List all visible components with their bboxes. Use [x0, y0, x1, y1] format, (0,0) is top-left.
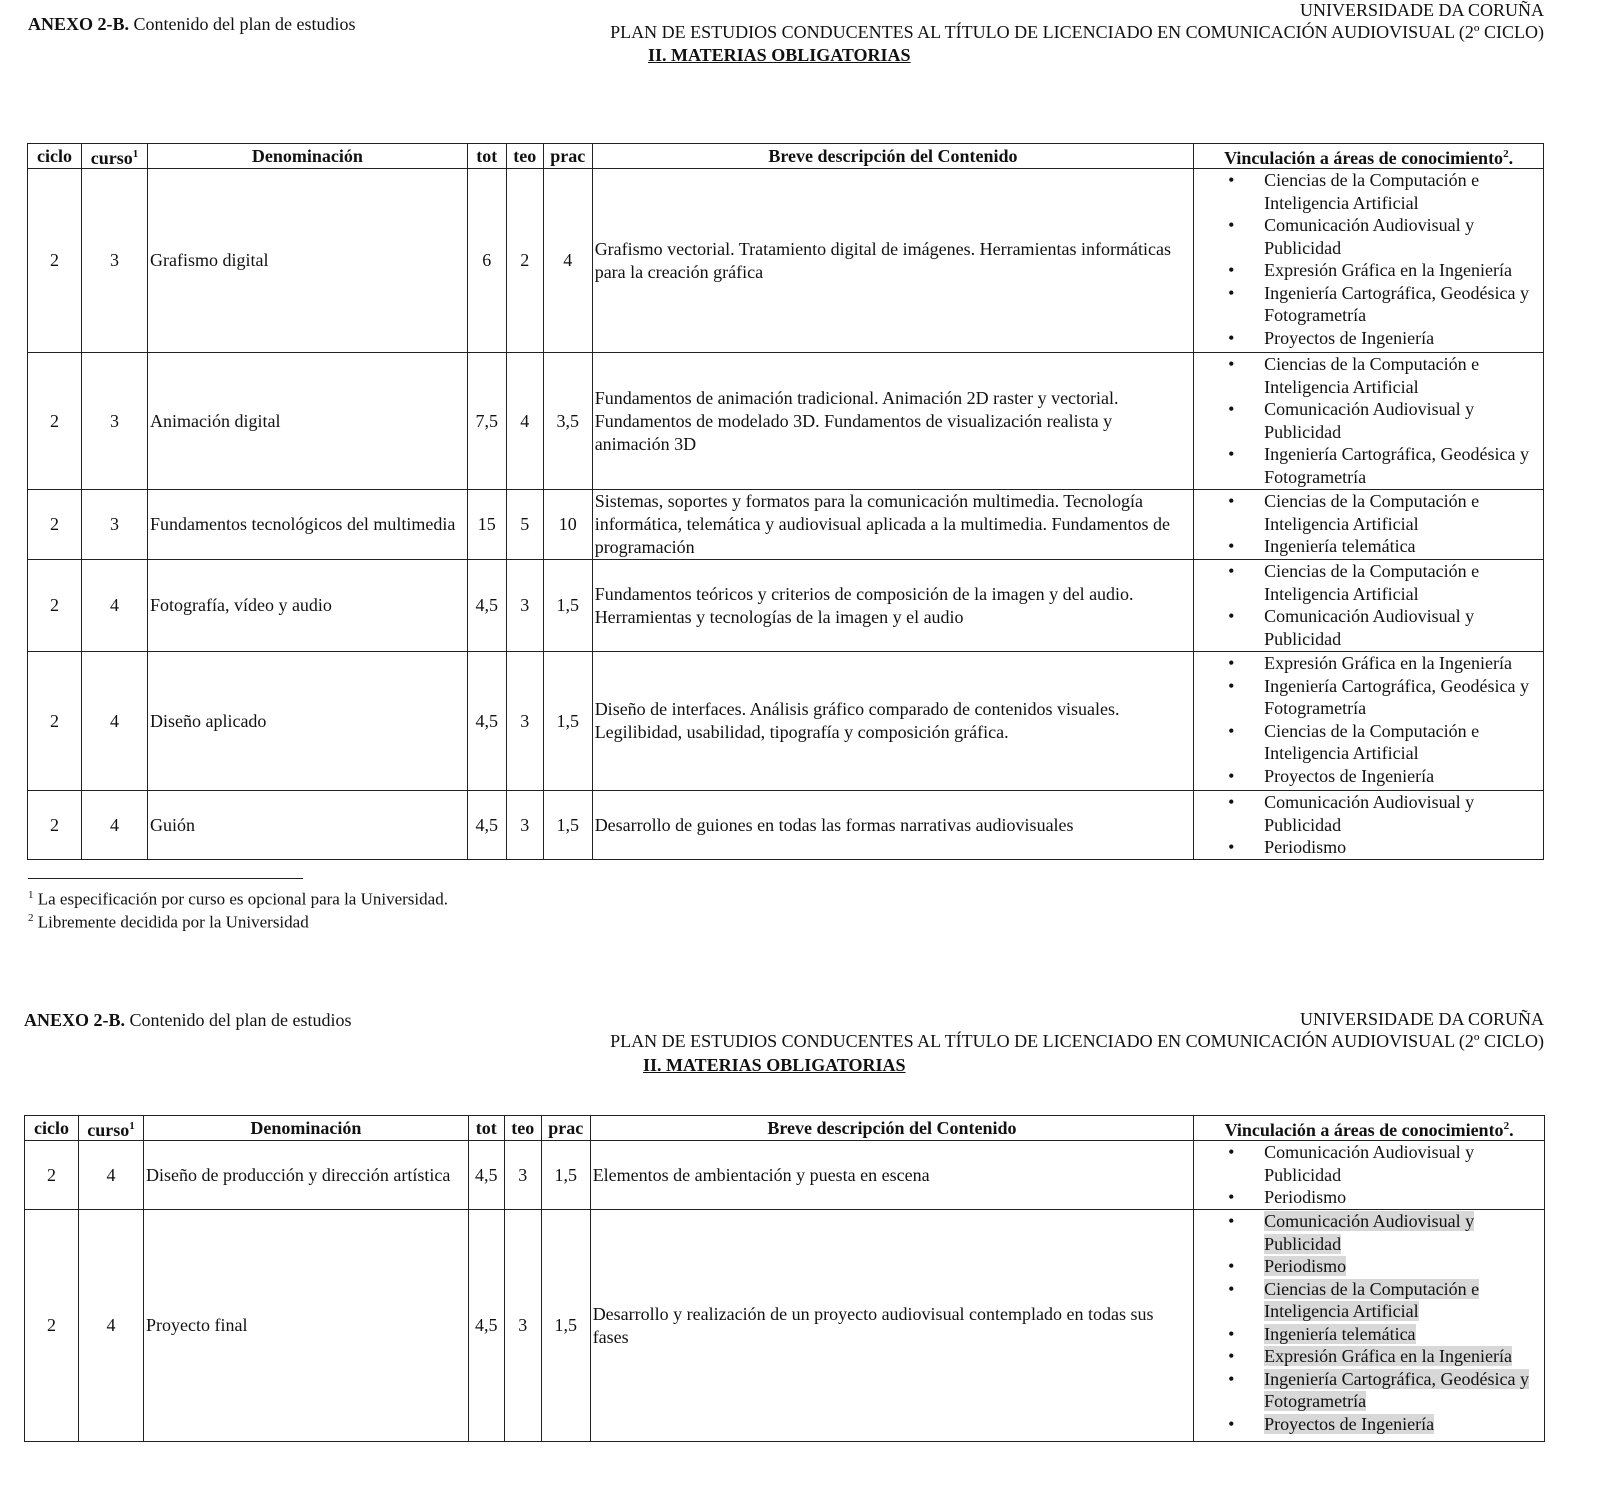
cell-teo: 4	[506, 353, 543, 490]
cell-tot: 4,5	[467, 791, 506, 860]
cell-descripcion: Elementos de ambientación y puesta en escena	[590, 1141, 1193, 1210]
area-item: • Ingeniería telemática	[1264, 535, 1541, 558]
cell-areas	[1194, 1210, 1545, 1442]
col-teo: teo	[506, 144, 543, 169]
cell-curso: 4	[78, 1210, 143, 1442]
footnote-2: $^2$ Libremente decidida por la Universidad	[28, 912, 309, 932]
cell-curso: 3	[81, 353, 147, 490]
cell-denominacion: Guión	[147, 791, 467, 860]
table-row	[25, 1210, 1545, 1442]
area-item: • Periodismo	[1264, 1186, 1542, 1209]
plan-title: PLAN DE ESTUDIOS CONDUCENTES AL TÍTULO DE LICENCIADO EN COMUNICACIÓN AUDIOVISUAL (2º CICLO)	[610, 1031, 1544, 1051]
section-title: II. MATERIAS OBLIGATORIAS	[648, 45, 911, 65]
table-row	[28, 560, 1544, 652]
subjects-table-page-1	[27, 143, 1544, 860]
cell-curso: 4	[81, 560, 147, 652]
area-item: • Expresión Gráfica en la Ingeniería	[1264, 259, 1541, 282]
area-item: • Comunicación Audiovisual y Publicidad	[1264, 791, 1541, 836]
col-vinculacion: Vinculación a áreas de conocimiento$^2$.	[1194, 144, 1544, 169]
cell-ciclo: 2	[28, 652, 82, 791]
cell-ciclo: 2	[28, 353, 82, 490]
cell-teo: 3	[504, 1141, 541, 1210]
cell-prac: 1,5	[543, 652, 592, 791]
cell-tot: 4,5	[468, 1210, 504, 1442]
cell-descripcion: Diseño de interfaces. Análisis gráfico comparado de contenidos visuales. Legilibidad, usabilidad, tipografía y composición gráfica.	[592, 652, 1193, 791]
area-item: • Comunicación Audiovisual y Publicidad	[1264, 605, 1541, 650]
annex-label: ANEXO 2-B.	[24, 1010, 126, 1030]
area-item: • Ingeniería Cartográfica, Geodésica y Fotogrametría	[1264, 443, 1541, 488]
cell-tot: 4,5	[467, 560, 506, 652]
cell-prac: 1,5	[543, 791, 592, 860]
area-item: • Comunicación Audiovisual y Publicidad	[1264, 398, 1541, 443]
annex-heading	[28, 14, 355, 35]
table-header-row	[25, 1116, 1545, 1141]
cell-prac: 3,5	[543, 353, 592, 490]
cell-curso: 3	[81, 169, 147, 353]
col-ciclo: ciclo	[25, 1116, 79, 1141]
cell-prac: 1,5	[543, 560, 592, 652]
cell-ciclo: 2	[25, 1141, 79, 1210]
cell-curso: 4	[81, 652, 147, 791]
table-row	[28, 353, 1544, 490]
table-row	[28, 652, 1544, 791]
cell-denominacion: Fotografía, vídeo y audio	[147, 560, 467, 652]
cell-areas	[1194, 353, 1544, 490]
area-item: • Ciencias de la Computación e Inteligencia Artificial	[1264, 720, 1541, 765]
cell-curso: 4	[81, 791, 147, 860]
col-denominacion: Denominación	[143, 1116, 468, 1141]
cell-areas	[1194, 791, 1544, 860]
cell-ciclo: 2	[28, 490, 82, 560]
plan-title: PLAN DE ESTUDIOS CONDUCENTES AL TÍTULO DE LICENCIADO EN COMUNICACIÓN AUDIOVISUAL (2º CICLO)	[610, 22, 1544, 42]
col-prac: prac	[543, 144, 592, 169]
cell-prac: 1,5	[541, 1141, 590, 1210]
cell-tot: 15	[467, 490, 506, 560]
cell-descripcion: Grafismo vectorial. Tratamiento digital de imágenes. Herramientas informáticas para la creación gráfica	[592, 169, 1193, 353]
area-item: • Ingeniería Cartográfica, Geodésica y Fotogrametría	[1264, 1368, 1542, 1413]
table-header-row	[28, 144, 1544, 169]
area-item: • Comunicación Audiovisual y Publicidad	[1264, 1210, 1542, 1255]
cell-denominacion: Grafismo digital	[147, 169, 467, 353]
cell-tot: 6	[467, 169, 506, 353]
col-teo: teo	[504, 1116, 541, 1141]
area-item: • Ciencias de la Computación e Inteligencia Artificial	[1264, 169, 1541, 214]
area-item: • Proyectos de Ingeniería	[1264, 1413, 1542, 1436]
annex-text: Contenido del plan de estudios	[129, 1010, 352, 1030]
area-item: • Ciencias de la Computación e Inteligencia Artificial	[1264, 353, 1541, 398]
cell-descripcion: Desarrollo de guiones en todas las formas narrativas audiovisuales	[592, 791, 1193, 860]
cell-prac: 10	[543, 490, 592, 560]
area-item: • Expresión Gráfica en la Ingeniería	[1264, 652, 1541, 675]
university-name: UNIVERSIDADE DA CORUÑA	[1299, 0, 1544, 20]
col-tot: tot	[468, 1116, 504, 1141]
university-name: UNIVERSIDADE DA CORUÑA	[1299, 1009, 1544, 1029]
cell-denominacion: Fundamentos tecnológicos del multimedia	[147, 490, 467, 560]
footnote-1: $^1$ La especificación por curso es opcional para la Universidad.	[28, 889, 448, 909]
cell-ciclo: 2	[28, 169, 82, 353]
table-row	[28, 490, 1544, 560]
col-vinculacion: Vinculación a áreas de conocimiento$^2$.	[1194, 1116, 1545, 1141]
cell-descripcion: Fundamentos de animación tradicional. Animación 2D raster y vectorial. Fundamentos de modelado 3D. Fundamentos de visualización realista y animación 3D	[592, 353, 1193, 490]
col-descripcion: Breve descripción del Contenido	[592, 144, 1193, 169]
cell-descripcion: Fundamentos teóricos y criterios de composición de la imagen y del audio. Herramientas y tecnologías de la imagen y el audio	[592, 560, 1193, 652]
area-item: • Ingeniería Cartográfica, Geodésica y Fotogrametría	[1264, 675, 1541, 720]
cell-tot: 4,5	[468, 1141, 504, 1210]
table-row	[25, 1141, 1545, 1210]
cell-tot: 7,5	[467, 353, 506, 490]
annex-text: Contenido del plan de estudios	[133, 14, 356, 34]
area-item: • Periodismo	[1264, 836, 1541, 859]
area-item: • Ciencias de la Computación e Inteligencia Artificial	[1264, 560, 1541, 605]
cell-curso: 3	[81, 490, 147, 560]
cell-areas	[1194, 169, 1544, 353]
subjects-table-page-2	[24, 1115, 1545, 1442]
cell-prac: 4	[543, 169, 592, 353]
cell-descripcion: Desarrollo y realización de un proyecto audiovisual contemplado en todas sus fases	[590, 1210, 1193, 1442]
area-item: • Comunicación Audiovisual y Publicidad	[1264, 1141, 1542, 1186]
cell-teo: 3	[506, 652, 543, 791]
area-item: • Proyectos de Ingeniería	[1264, 327, 1541, 350]
area-item: • Comunicación Audiovisual y Publicidad	[1264, 214, 1541, 259]
cell-tot: 4,5	[467, 652, 506, 791]
cell-areas	[1194, 652, 1544, 791]
cell-ciclo: 2	[25, 1210, 79, 1442]
area-item: • Ciencias de la Computación e Inteligencia Artificial	[1264, 1278, 1542, 1323]
col-curso: curso$^1$	[78, 1116, 143, 1141]
cell-teo: 3	[504, 1210, 541, 1442]
area-item: • Proyectos de Ingeniería	[1264, 765, 1541, 788]
footnote-divider	[28, 878, 303, 879]
cell-teo: 3	[506, 791, 543, 860]
col-descripcion: Breve descripción del Contenido	[590, 1116, 1193, 1141]
col-curso: curso$^1$	[81, 144, 147, 169]
annex-label: ANEXO 2-B.	[28, 14, 130, 34]
annex-heading	[24, 1010, 351, 1031]
cell-denominacion: Animación digital	[147, 353, 467, 490]
table-row	[28, 791, 1544, 860]
cell-prac: 1,5	[541, 1210, 590, 1442]
cell-teo: 5	[506, 490, 543, 560]
cell-teo: 3	[506, 560, 543, 652]
cell-ciclo: 2	[28, 791, 82, 860]
cell-denominacion: Proyecto final	[143, 1210, 468, 1442]
col-tot: tot	[467, 144, 506, 169]
cell-denominacion: Diseño de producción y dirección artística	[143, 1141, 468, 1210]
area-item: • Expresión Gráfica en la Ingeniería	[1264, 1345, 1542, 1368]
cell-areas	[1194, 490, 1544, 560]
area-item: • Ingeniería Cartográfica, Geodésica y Fotogrametría	[1264, 282, 1541, 327]
section-title: II. MATERIAS OBLIGATORIAS	[643, 1055, 906, 1075]
cell-curso: 4	[78, 1141, 143, 1210]
area-item: • Ingeniería telemática	[1264, 1323, 1542, 1346]
col-prac: prac	[541, 1116, 590, 1141]
cell-teo: 2	[506, 169, 543, 353]
table-row	[28, 169, 1544, 353]
cell-areas	[1194, 560, 1544, 652]
area-item: • Periodismo	[1264, 1255, 1542, 1278]
cell-denominacion: Diseño aplicado	[147, 652, 467, 791]
cell-ciclo: 2	[28, 560, 82, 652]
col-denominacion: Denominación	[147, 144, 467, 169]
area-item: • Ciencias de la Computación e Inteligencia Artificial	[1264, 490, 1541, 535]
cell-descripcion: Sistemas, soportes y formatos para la comunicación multimedia. Tecnología informática, telemática y audiovisual aplicada a la multimedia. Fundamentos de programación	[592, 490, 1193, 560]
col-ciclo: ciclo	[28, 144, 82, 169]
cell-areas	[1194, 1141, 1545, 1210]
